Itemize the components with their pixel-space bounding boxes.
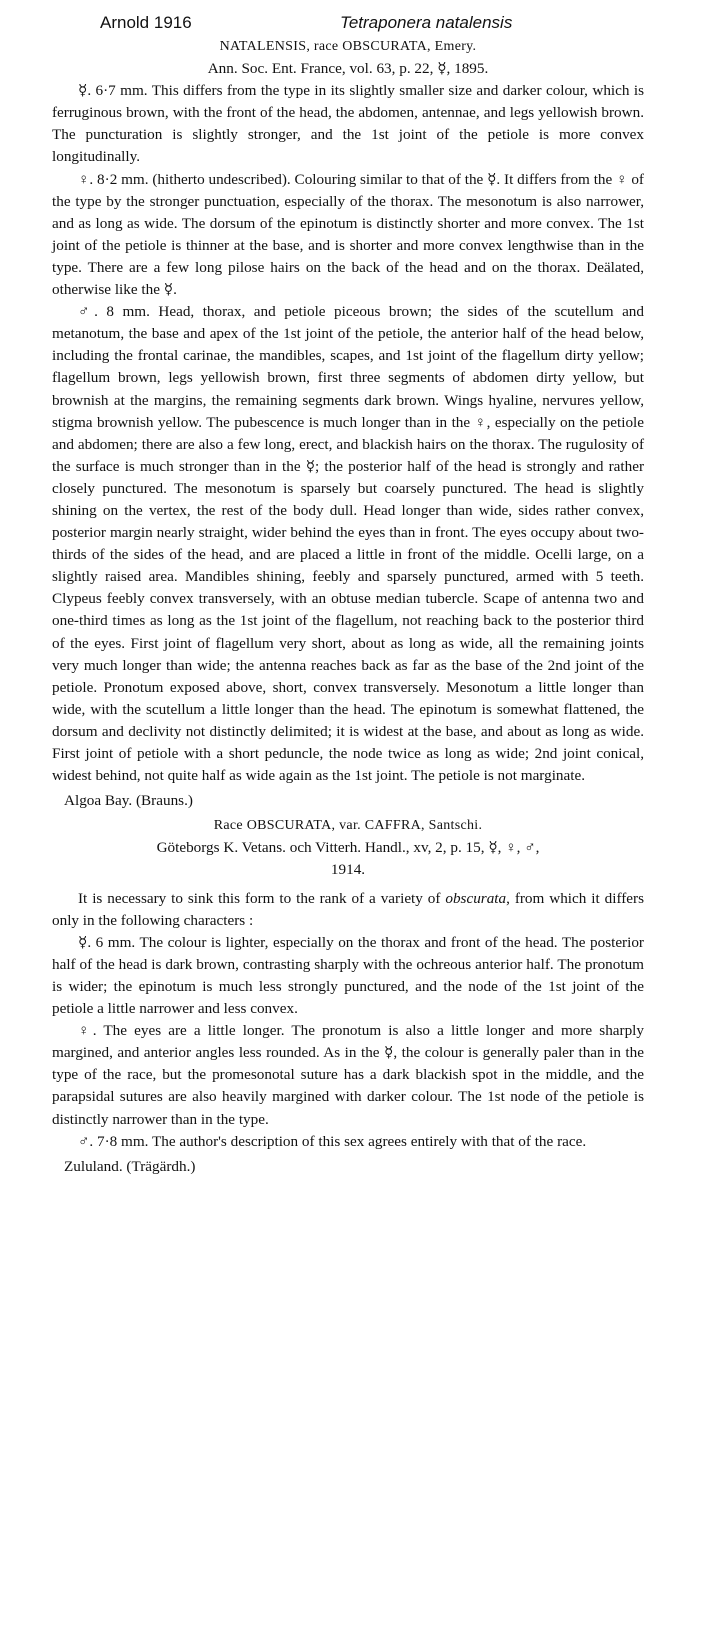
- running-head-species: Tetraponera natalensis: [340, 13, 513, 32]
- running-head: [52, 10, 644, 36]
- paragraph-worker: ☿. 6·7 mm. This differs from the type in its slightly smaller size and darker colour, which is ferruginous brown, with the front of the head, the abdomen, antennae, and legs yellowish brown. The puncturation is slightly stronger, and the 1st joint of the petiole is more convex longitudinally.: [52, 82, 644, 166]
- paragraph-male: ♂. 8 mm. Head, thorax, and petiole piceous brown; the sides of the scutellum and metanotum, the base and apex of the 1st joint of the petiole, the anterior half of the head below, including the frontal carinae, the mandibles, scapes, and 1st joint of the flagellum dirty yellow; flagellum brown, legs yellowish brown, first three segments of abdomen dirty yellow, but brownish at the margins, the remaining segments dark brown. Wings hyaline, nervures yellow, stigma brownish yellow. The pubescence is much longer than in the ♀, especially on the petiole and abdomen; there are also a few long, erect, and blackish hairs on the thorax. The rugulosity of the surface is much stronger than in the ☿; the posterior half of the head is strongly and rather closely punctured. The mesonotum is sparsely but coarsely punctured. The head is slightly shining on the vertex, the rest of the body dull. Head longer than wide, sides rather convex, posterior margin nearly straight, wider behind the eyes than in front. The eyes occupy about two-thirds of the sides of the head, and are placed a little in front of the middle. Ocelli large, on a slightly raised area. Mandibles shining, feebly and sparsely punctured, armed with 5 teeth. Clypeus feebly convex transversely, with an obtuse median tubercle. Scape of antenna two and one-third times as long as the 1st joint of the flagellum, not reaching back to the posterior third of the eyes. First joint of flagellum very short, about as long as wide, all the remaining joints very much longer than wide; the antenna reaches back as far as the base of the 2nd joint of the petiole. Pronotum exposed above, short, convex transversely. Mesonotum a little longer than wide, with the scutellum a little longer than the head. The epinotum is somewhat flattened, the dorsum and declivity not distinctly delimited; it is widest at the base, and about as long as wide. First joint of petiole with a short peduncle, the node twice as long as wide; 2nd joint conical, widest behind, not quite half as wide again as the 1st joint. The petiole is not marginate.: [52, 303, 644, 785]
- paragraph-caffra-worker: ☿. 6 mm. The colour is lighter, especially on the thorax and front of the head. The posterior half of the head is dark brown, contrasting sharply with the ochreous anterior half. The pronotum is wider; the epinotum is much less strongly punctured, and the node of the 1st joint of the petiole a little narrower and less convex.: [52, 933, 644, 1018]
- intro-text-after: , from which it differs only in the following characters :: [52, 889, 644, 929]
- heading-race-name: OBSCURATA: [342, 39, 428, 54]
- heading-race-name: OBSCURATA: [246, 818, 332, 834]
- heading-author: , Emery.: [427, 39, 477, 54]
- document-page: [52, 10, 644, 1181]
- citation-santschi-line1: Göteborgs K. Vetans. och Vitterh. Handl., xv, 2, p. 15, ☿, ♀, ♂,: [156, 839, 540, 857]
- paragraph-intro: [52, 888, 644, 932]
- heading-connector: , race: [306, 39, 343, 54]
- section-heading-caffra: [52, 815, 644, 837]
- heading-race-prefix: Race: [213, 818, 247, 834]
- intro-italic-name: obscurata: [445, 889, 507, 907]
- paragraph-caffra-male: ♂. 7·8 mm. The author's description of this sex agrees entirely with that of the race.: [78, 1132, 587, 1150]
- intro-text-before: It is necessary to sink this form to the rank of a variety of: [78, 889, 446, 907]
- heading-species-name: NATALENSIS: [219, 39, 307, 54]
- running-head-author: Arnold 1916: [100, 13, 192, 32]
- locality-zululand: Zululand. (Trägärdh.): [64, 1157, 196, 1175]
- citation-santschi-line2: 1914.: [330, 861, 366, 879]
- citation-emery: Ann. Soc. Ent. France, vol. 63, p. 22, ☿, 1895.: [207, 60, 489, 78]
- section-heading-natalensis-obscurata: [52, 36, 644, 58]
- heading-author: , Santschi.: [421, 818, 483, 834]
- heading-connector: , var.: [331, 818, 365, 834]
- paragraph-caffra-female: ♀. The eyes are a little longer. The pronotum is also a little longer and more sharply margined, and anterior angles less rounded. As in the ☿, the colour is generally paler than in the type of the race, but the promesonotal suture has a dark blackish spot in the middle, and the parapsidal sutures are also heavily margined with darker colour. The 1st node of the petiole is distinctly narrower than in the type.: [52, 1022, 644, 1128]
- locality-algoa-bay: Algoa Bay. (Brauns.): [64, 792, 193, 810]
- heading-variety-name: CAFFRA: [364, 818, 422, 834]
- paragraph-female: ♀. 8·2 mm. (hitherto undescribed). Colouring similar to that of the ☿. It differs from the ♀ of the type by the stronger punctuation, especially of the thorax. The mesonotum is also narrower, and as long as wide. The dorsum of the epinotum is distinctly shorter and more convex. The 1st joint of the petiole is thinner at the base, and is shorter and more convex lengthwise than in the type. There are a few long pilose hairs on the back of the head and on the thorax. Deälated, otherwise like the ☿.: [52, 170, 644, 299]
